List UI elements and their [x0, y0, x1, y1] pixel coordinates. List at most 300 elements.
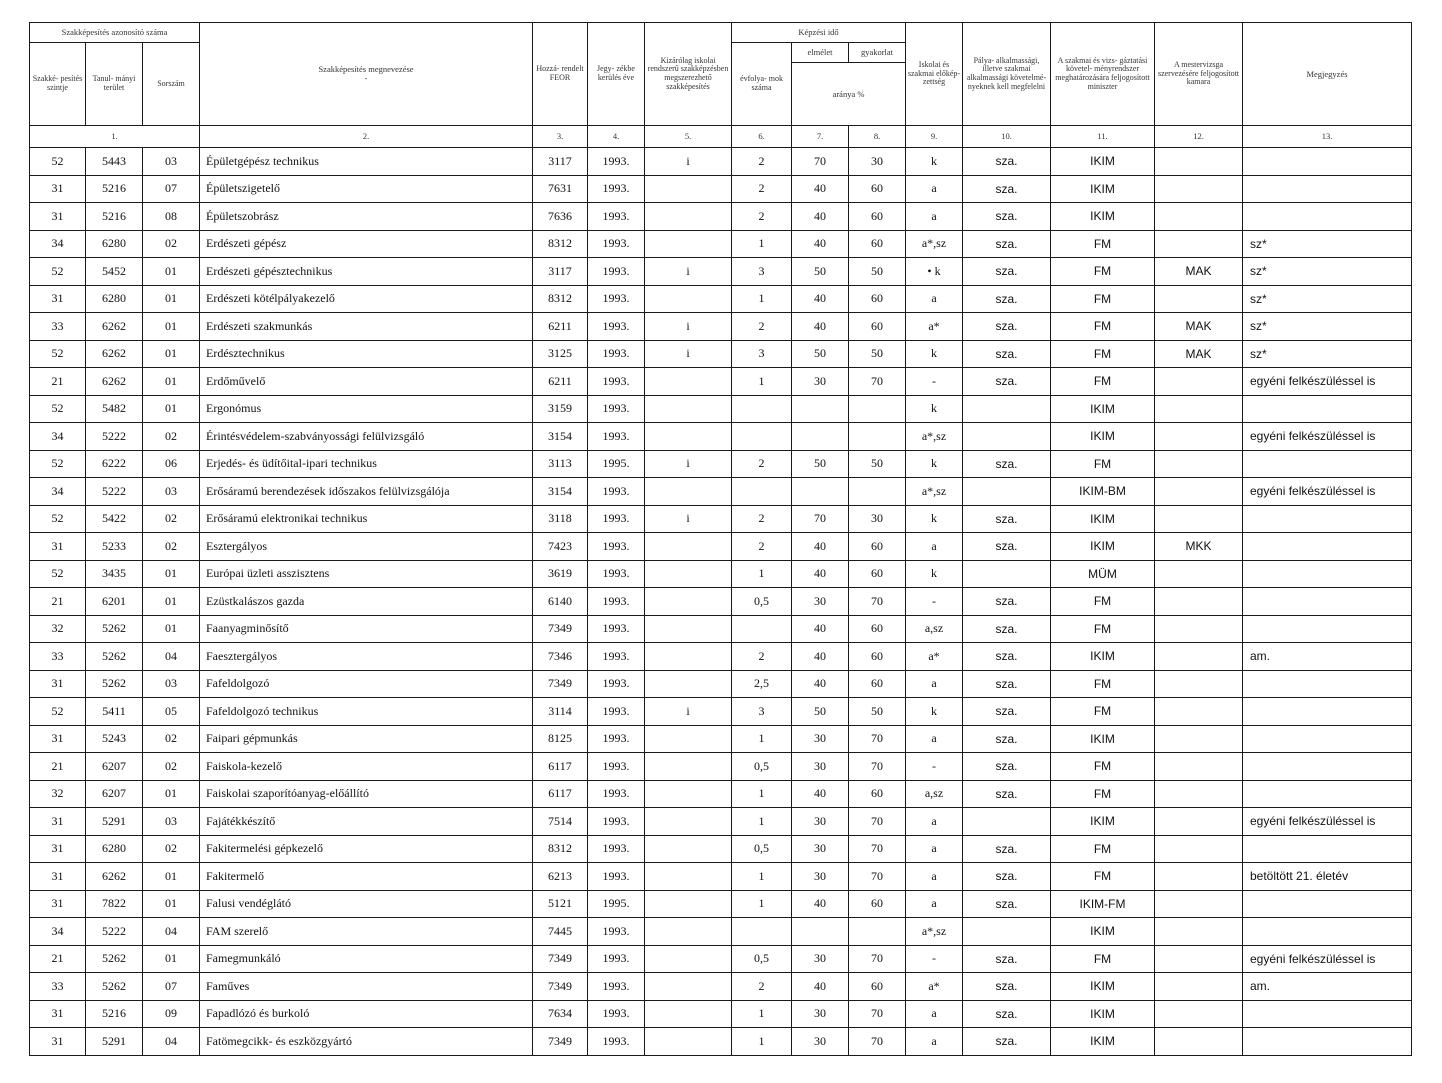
document-page: [29, 22, 1412, 1056]
serial-cell: 03: [143, 808, 200, 836]
name-cell: Ezüstkalászos gazda: [200, 588, 533, 616]
feor-cell: 7445: [533, 918, 588, 946]
minister-cell: FM: [1051, 313, 1155, 341]
table-row: [30, 423, 1412, 451]
serial-cell: 01: [143, 340, 200, 368]
theory-cell: 50: [792, 340, 849, 368]
area-cell: 6280: [86, 835, 143, 863]
practice-cell: 50: [849, 258, 906, 286]
school-only-cell: [645, 1000, 732, 1028]
school-only-cell: [645, 643, 732, 671]
chamber-cell: [1155, 615, 1243, 643]
chamber-cell: [1155, 863, 1243, 891]
aptitude-cell: sza.: [963, 698, 1051, 726]
chamber-cell: [1155, 753, 1243, 781]
table-row: [30, 230, 1412, 258]
table-row: [30, 203, 1412, 231]
prereq-cell: k: [906, 698, 963, 726]
years-cell: 3: [732, 340, 792, 368]
years-cell: 2,5: [732, 670, 792, 698]
school-only-cell: [645, 753, 732, 781]
practice-cell: 60: [849, 890, 906, 918]
header-aptitude: Pálya- alkalmassági, illetve szakmai alkalmassági követelmé- nyeknek kell megfelelni: [963, 23, 1051, 126]
years-cell: [732, 615, 792, 643]
header-minister: A szakmai és vizs- gáztatási követel- ményrendszer meghatározására feljogosított miniszter: [1051, 23, 1155, 126]
name-cell: Esztergályos: [200, 533, 533, 561]
prereq-cell: k: [906, 148, 963, 176]
prereq-cell: a,sz: [906, 615, 963, 643]
aptitude-cell: sza.: [963, 313, 1051, 341]
area-cell: 6222: [86, 450, 143, 478]
aptitude-cell: sza.: [963, 643, 1051, 671]
serial-cell: 02: [143, 505, 200, 533]
aptitude-cell: sza.: [963, 780, 1051, 808]
name-cell: Épületszigetelő: [200, 175, 533, 203]
years-cell: 2: [732, 148, 792, 176]
table-row: [30, 175, 1412, 203]
name-cell: Faesztergályos: [200, 643, 533, 671]
header-school-only: Kizárólag iskolai rendszerű szakképzésben megszerezhető szakképesítés: [645, 23, 732, 126]
serial-cell: 01: [143, 313, 200, 341]
school-only-cell: i: [645, 258, 732, 286]
name-cell: Erdészeti gépész: [200, 230, 533, 258]
chamber-cell: MKK: [1155, 533, 1243, 561]
serial-cell: 02: [143, 835, 200, 863]
serial-cell: 01: [143, 863, 200, 891]
practice-cell: 60: [849, 643, 906, 671]
area-cell: 6262: [86, 863, 143, 891]
years-cell: 0,5: [732, 835, 792, 863]
school-only-cell: [645, 725, 732, 753]
prereq-cell: a: [906, 808, 963, 836]
feor-cell: 3125: [533, 340, 588, 368]
level-cell: 21: [30, 588, 86, 616]
header-number: 8.: [849, 126, 906, 148]
year-cell: 1993.: [588, 203, 645, 231]
area-cell: 5443: [86, 148, 143, 176]
year-cell: 1993.: [588, 918, 645, 946]
school-only-cell: [645, 808, 732, 836]
minister-cell: IKIM: [1051, 1028, 1155, 1056]
area-cell: 5262: [86, 670, 143, 698]
header-years: évfolya- mok száma: [732, 43, 792, 126]
feor-cell: 7349: [533, 1028, 588, 1056]
name-cell: Fakitermelési gépkezelő: [200, 835, 533, 863]
note-cell: [1243, 1000, 1412, 1028]
theory-cell: 40: [792, 313, 849, 341]
theory-cell: 40: [792, 203, 849, 231]
years-cell: 1: [732, 1028, 792, 1056]
prereq-cell: • k: [906, 258, 963, 286]
level-cell: 52: [30, 258, 86, 286]
level-cell: 31: [30, 670, 86, 698]
serial-cell: 09: [143, 1000, 200, 1028]
note-cell: egyéni felkészüléssel is: [1243, 368, 1412, 396]
prereq-cell: a: [906, 670, 963, 698]
theory-cell: 50: [792, 258, 849, 286]
theory-cell: 40: [792, 670, 849, 698]
header-number: 7.: [792, 126, 849, 148]
qualification-register-table: [29, 22, 1412, 1056]
minister-cell: IKIM: [1051, 395, 1155, 423]
feor-cell: 3619: [533, 560, 588, 588]
name-cell: Falusi vendéglátó: [200, 890, 533, 918]
years-cell: 2: [732, 203, 792, 231]
area-cell: 5216: [86, 203, 143, 231]
feor-cell: 6211: [533, 368, 588, 396]
theory-cell: 30: [792, 863, 849, 891]
practice-cell: 70: [849, 1000, 906, 1028]
year-cell: 1993.: [588, 835, 645, 863]
chamber-cell: [1155, 450, 1243, 478]
note-cell: [1243, 890, 1412, 918]
prereq-cell: k: [906, 450, 963, 478]
serial-cell: 03: [143, 148, 200, 176]
level-cell: 52: [30, 698, 86, 726]
table-row: [30, 698, 1412, 726]
years-cell: 2: [732, 505, 792, 533]
school-only-cell: [645, 670, 732, 698]
year-cell: 1993.: [588, 588, 645, 616]
practice-cell: 60: [849, 203, 906, 231]
practice-cell: 70: [849, 753, 906, 781]
practice-cell: 60: [849, 230, 906, 258]
years-cell: 1: [732, 808, 792, 836]
minister-cell: FM: [1051, 780, 1155, 808]
chamber-cell: [1155, 890, 1243, 918]
practice-cell: 70: [849, 588, 906, 616]
serial-cell: 02: [143, 533, 200, 561]
note-cell: sz*: [1243, 230, 1412, 258]
chamber-cell: [1155, 203, 1243, 231]
school-only-cell: [645, 423, 732, 451]
header-theory: elmélet: [792, 43, 849, 63]
serial-cell: 08: [143, 203, 200, 231]
serial-cell: 04: [143, 643, 200, 671]
level-cell: 34: [30, 423, 86, 451]
feor-cell: 7346: [533, 643, 588, 671]
practice-cell: 30: [849, 148, 906, 176]
area-cell: 5222: [86, 918, 143, 946]
note-cell: [1243, 780, 1412, 808]
minister-cell: FM: [1051, 588, 1155, 616]
chamber-cell: [1155, 945, 1243, 973]
header-notes: Megjegyzés: [1243, 23, 1412, 126]
level-cell: 32: [30, 615, 86, 643]
header-number: 1.: [30, 126, 200, 148]
theory-cell: [792, 918, 849, 946]
school-only-cell: [645, 945, 732, 973]
area-cell: 6280: [86, 230, 143, 258]
minister-cell: FM: [1051, 368, 1155, 396]
table-row: [30, 533, 1412, 561]
table-row: [30, 258, 1412, 286]
school-only-cell: [645, 863, 732, 891]
theory-cell: 30: [792, 368, 849, 396]
minister-cell: FM: [1051, 340, 1155, 368]
header-year: Jegy- zékbe kerülés éve: [588, 23, 645, 126]
header-name: Szakképesítés megnevezése -: [200, 23, 533, 126]
level-cell: 33: [30, 643, 86, 671]
prereq-cell: -: [906, 588, 963, 616]
prereq-cell: -: [906, 368, 963, 396]
year-cell: 1993.: [588, 423, 645, 451]
school-only-cell: [645, 560, 732, 588]
feor-cell: 3117: [533, 148, 588, 176]
year-cell: 1993.: [588, 368, 645, 396]
level-cell: 31: [30, 203, 86, 231]
aptitude-cell: sza.: [963, 368, 1051, 396]
year-cell: 1993.: [588, 313, 645, 341]
year-cell: 1993.: [588, 285, 645, 313]
years-cell: 0,5: [732, 945, 792, 973]
note-cell: [1243, 588, 1412, 616]
name-cell: Épületszobrász: [200, 203, 533, 231]
prereq-cell: a: [906, 1028, 963, 1056]
year-cell: 1993.: [588, 670, 645, 698]
theory-cell: 40: [792, 643, 849, 671]
serial-cell: 01: [143, 560, 200, 588]
years-cell: 2: [732, 175, 792, 203]
header-serial: Sorszám: [143, 43, 200, 126]
aptitude-cell: [963, 808, 1051, 836]
practice-cell: 70: [849, 1028, 906, 1056]
aptitude-cell: sza.: [963, 285, 1051, 313]
school-only-cell: i: [645, 698, 732, 726]
name-cell: Erősáramú elektronikai technikus: [200, 505, 533, 533]
feor-cell: 7349: [533, 973, 588, 1001]
note-cell: [1243, 670, 1412, 698]
feor-cell: 6117: [533, 753, 588, 781]
minister-cell: IKIM: [1051, 808, 1155, 836]
practice-cell: 70: [849, 863, 906, 891]
practice-cell: 70: [849, 945, 906, 973]
table-row: [30, 560, 1412, 588]
minister-cell: FM: [1051, 835, 1155, 863]
prereq-cell: a: [906, 1000, 963, 1028]
prereq-cell: k: [906, 560, 963, 588]
years-cell: 2: [732, 450, 792, 478]
year-cell: 1995.: [588, 450, 645, 478]
minister-cell: IKIM: [1051, 423, 1155, 451]
serial-cell: 01: [143, 615, 200, 643]
serial-cell: 01: [143, 368, 200, 396]
prereq-cell: a*: [906, 973, 963, 1001]
area-cell: 5411: [86, 698, 143, 726]
years-cell: 1: [732, 725, 792, 753]
years-cell: 0,5: [732, 753, 792, 781]
aptitude-cell: sza.: [963, 258, 1051, 286]
years-cell: 1: [732, 285, 792, 313]
aptitude-cell: sza.: [963, 1000, 1051, 1028]
aptitude-cell: sza.: [963, 890, 1051, 918]
aptitude-cell: sza.: [963, 1028, 1051, 1056]
theory-cell: 40: [792, 175, 849, 203]
year-cell: 1993.: [588, 643, 645, 671]
feor-cell: 8312: [533, 835, 588, 863]
area-cell: 6201: [86, 588, 143, 616]
minister-cell: FM: [1051, 670, 1155, 698]
note-cell: [1243, 203, 1412, 231]
area-cell: 5243: [86, 725, 143, 753]
header-number: 11.: [1051, 126, 1155, 148]
feor-cell: 7349: [533, 615, 588, 643]
serial-cell: 02: [143, 753, 200, 781]
note-cell: [1243, 533, 1412, 561]
note-cell: [1243, 450, 1412, 478]
theory-cell: 40: [792, 780, 849, 808]
prereq-cell: a*: [906, 643, 963, 671]
table-row: [30, 505, 1412, 533]
theory-cell: 30: [792, 945, 849, 973]
aptitude-cell: sza.: [963, 203, 1051, 231]
feor-cell: 7423: [533, 533, 588, 561]
minister-cell: FM: [1051, 285, 1155, 313]
school-only-cell: [645, 533, 732, 561]
level-cell: 33: [30, 973, 86, 1001]
year-cell: 1993.: [588, 148, 645, 176]
area-cell: 5216: [86, 1000, 143, 1028]
minister-cell: IKIM: [1051, 725, 1155, 753]
minister-cell: FM: [1051, 615, 1155, 643]
years-cell: 2: [732, 643, 792, 671]
note-cell: [1243, 505, 1412, 533]
chamber-cell: [1155, 973, 1243, 1001]
feor-cell: 8312: [533, 230, 588, 258]
theory-cell: 40: [792, 890, 849, 918]
year-cell: 1993.: [588, 863, 645, 891]
header-ratio: aránya %: [792, 63, 906, 126]
prereq-cell: a,sz: [906, 780, 963, 808]
note-cell: am.: [1243, 973, 1412, 1001]
chamber-cell: [1155, 175, 1243, 203]
name-cell: Faiskola-kezelő: [200, 753, 533, 781]
year-cell: 1993.: [588, 1000, 645, 1028]
note-cell: [1243, 918, 1412, 946]
years-cell: [732, 423, 792, 451]
minister-cell: IKIM: [1051, 148, 1155, 176]
school-only-cell: [645, 918, 732, 946]
practice-cell: 70: [849, 368, 906, 396]
name-cell: Fatömegcikk- és eszközgyártó: [200, 1028, 533, 1056]
minister-cell: FM: [1051, 753, 1155, 781]
minister-cell: IKIM: [1051, 1000, 1155, 1028]
theory-cell: 30: [792, 808, 849, 836]
note-cell: [1243, 148, 1412, 176]
years-cell: [732, 478, 792, 506]
feor-cell: 6213: [533, 863, 588, 891]
level-cell: 21: [30, 945, 86, 973]
note-cell: sz*: [1243, 313, 1412, 341]
prereq-cell: a: [906, 175, 963, 203]
header-level: Szakké- pesítés szintje: [30, 43, 86, 126]
area-cell: 5482: [86, 395, 143, 423]
practice-cell: 60: [849, 973, 906, 1001]
minister-cell: MÜM: [1051, 560, 1155, 588]
level-cell: 32: [30, 780, 86, 808]
feor-cell: 7636: [533, 203, 588, 231]
feor-cell: 5121: [533, 890, 588, 918]
years-cell: 1: [732, 890, 792, 918]
feor-cell: 6211: [533, 313, 588, 341]
years-cell: 2: [732, 973, 792, 1001]
note-cell: [1243, 725, 1412, 753]
area-cell: 6207: [86, 780, 143, 808]
theory-cell: 30: [792, 725, 849, 753]
school-only-cell: [645, 395, 732, 423]
note-cell: [1243, 615, 1412, 643]
header-number: 10.: [963, 126, 1051, 148]
year-cell: 1993.: [588, 505, 645, 533]
minister-cell: FM: [1051, 945, 1155, 973]
practice-cell: [849, 423, 906, 451]
level-cell: 31: [30, 808, 86, 836]
feor-cell: 8125: [533, 725, 588, 753]
year-cell: 1993.: [588, 230, 645, 258]
school-only-cell: [645, 478, 732, 506]
years-cell: 1: [732, 863, 792, 891]
minister-cell: IKIM: [1051, 643, 1155, 671]
practice-cell: [849, 395, 906, 423]
table-row: [30, 945, 1412, 973]
name-cell: Fafeldolgozó: [200, 670, 533, 698]
note-cell: betöltött 21. életév: [1243, 863, 1412, 891]
prereq-cell: a: [906, 533, 963, 561]
level-cell: 31: [30, 175, 86, 203]
table-header: [30, 23, 1412, 148]
table-row: [30, 973, 1412, 1001]
table-row: [30, 148, 1412, 176]
feor-cell: 3117: [533, 258, 588, 286]
note-cell: [1243, 395, 1412, 423]
level-cell: 21: [30, 753, 86, 781]
chamber-cell: [1155, 1000, 1243, 1028]
name-cell: Erjedés- és üdítőital-ipari technikus: [200, 450, 533, 478]
years-cell: 1: [732, 780, 792, 808]
school-only-cell: [645, 175, 732, 203]
school-only-cell: [645, 973, 732, 1001]
feor-cell: 3159: [533, 395, 588, 423]
school-only-cell: i: [645, 505, 732, 533]
serial-cell: 02: [143, 230, 200, 258]
feor-cell: 8312: [533, 285, 588, 313]
note-cell: [1243, 698, 1412, 726]
aptitude-cell: sza.: [963, 863, 1051, 891]
table-row: [30, 808, 1412, 836]
practice-cell: 50: [849, 450, 906, 478]
header-number: 9.: [906, 126, 963, 148]
aptitude-cell: sza.: [963, 753, 1051, 781]
chamber-cell: [1155, 230, 1243, 258]
prereq-cell: -: [906, 945, 963, 973]
chamber-cell: [1155, 368, 1243, 396]
area-cell: 5422: [86, 505, 143, 533]
years-cell: 1: [732, 1000, 792, 1028]
table-row: [30, 753, 1412, 781]
chamber-cell: [1155, 285, 1243, 313]
note-cell: am.: [1243, 643, 1412, 671]
table-row: [30, 450, 1412, 478]
serial-cell: 02: [143, 725, 200, 753]
chamber-cell: [1155, 643, 1243, 671]
serial-cell: 04: [143, 918, 200, 946]
area-cell: 5233: [86, 533, 143, 561]
level-cell: 34: [30, 230, 86, 258]
prereq-cell: a: [906, 725, 963, 753]
prereq-cell: a: [906, 863, 963, 891]
school-only-cell: [645, 203, 732, 231]
table-row: [30, 725, 1412, 753]
